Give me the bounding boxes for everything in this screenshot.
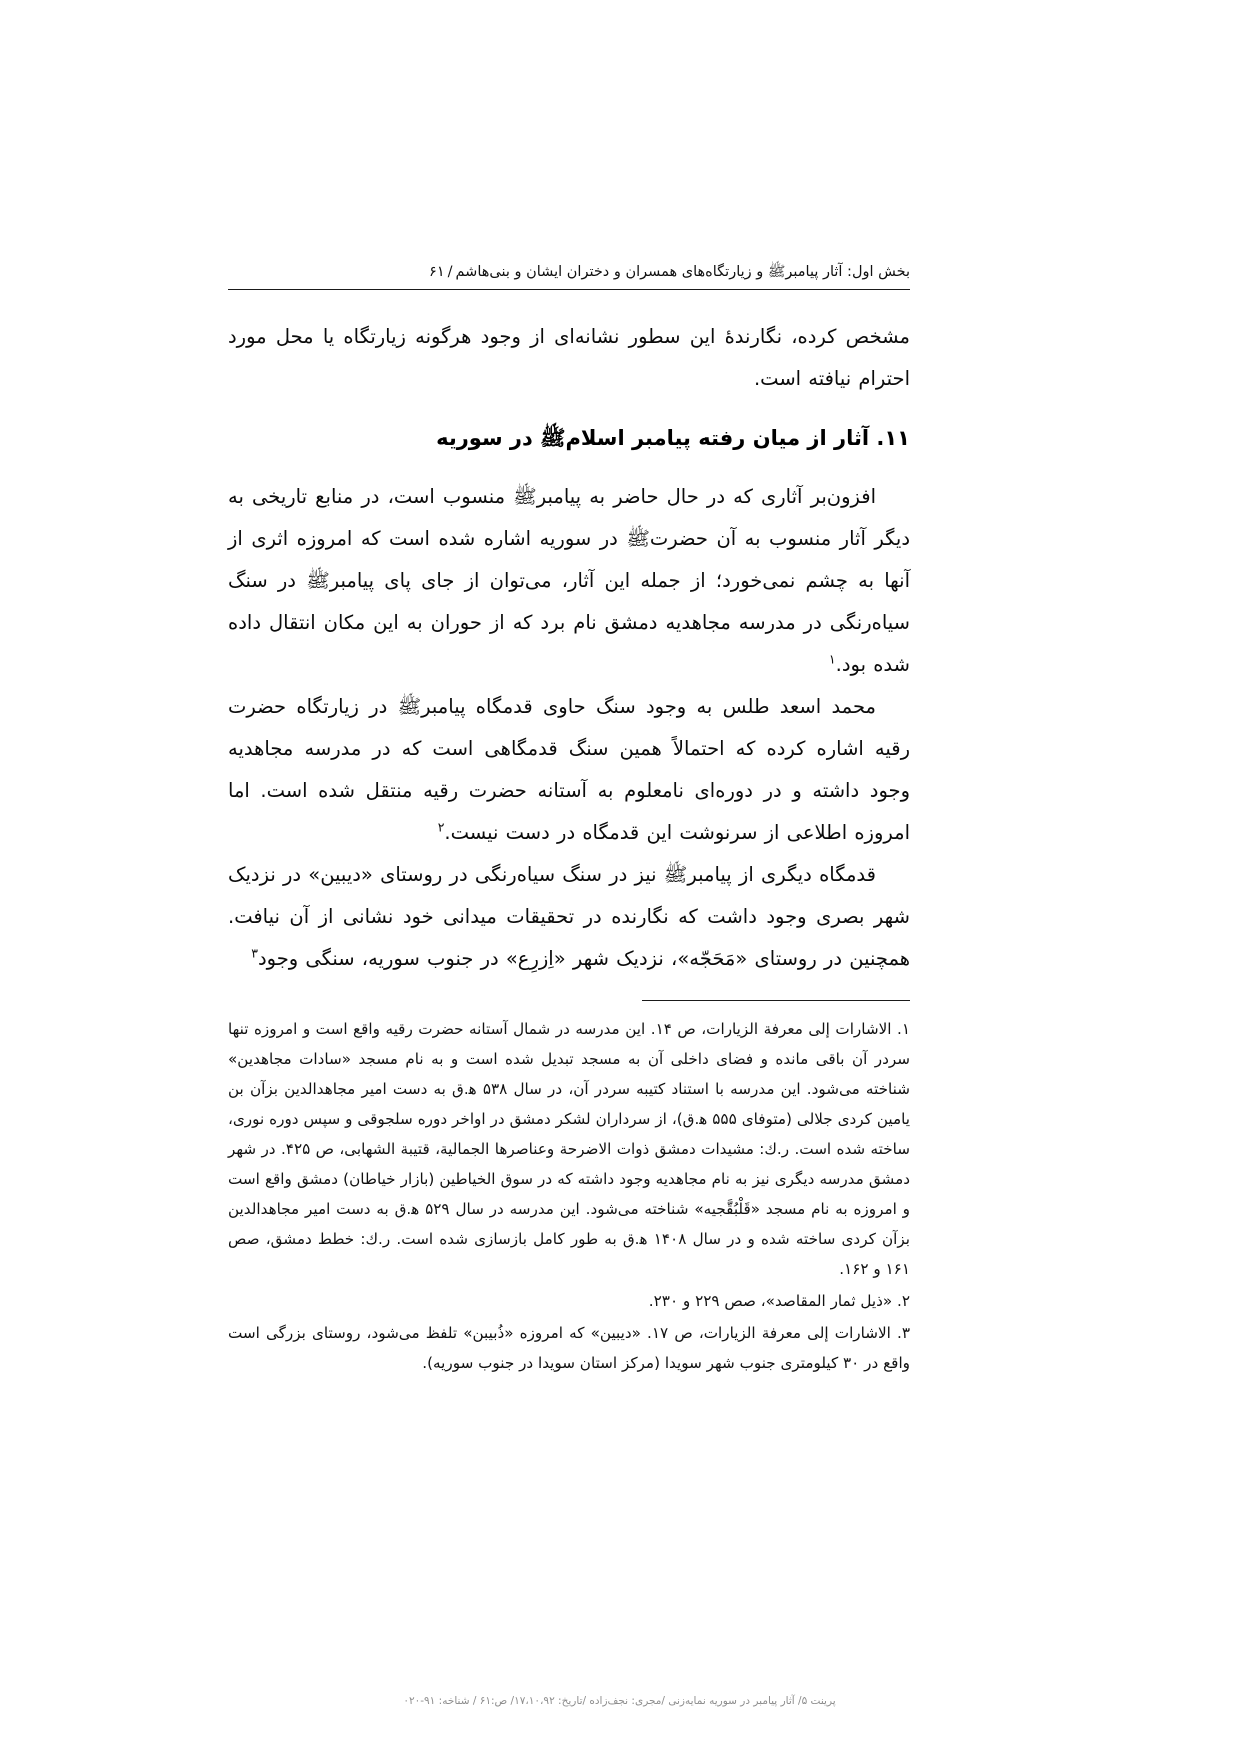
footnote-3-number: ۳. — [897, 1323, 911, 1342]
footnotes-block — [228, 1014, 910, 1378]
footnote-3 — [228, 1318, 910, 1378]
body-paragraph-3 — [228, 854, 910, 980]
spacer — [228, 290, 910, 316]
footnote-2-text: «ذیل ثمار المقاصد»، صص ۲۲۹ و ۲۳۰. — [648, 1291, 893, 1310]
footnote-separator-rule — [642, 1000, 910, 1001]
header-separator: / — [447, 264, 453, 280]
section-heading: ۱۱. آثار از میان رفته پیامبر اسلامﷺ در سوریه — [436, 425, 910, 450]
footnote-marker-3[interactable]: ۳ — [251, 945, 258, 961]
body-paragraph-2 — [228, 686, 910, 854]
footnote-2-number: ۲. — [897, 1291, 910, 1310]
footnote-2 — [228, 1286, 910, 1316]
print-slug: پرینت ۵/ آثار پیامبر در سوریه نمایه‌زنی /مجری: نجف‌زاده /تاریخ: ۱۷،۱۰،۹۲/ ص:۶۱ / شناخه: ۹۱-۰۲۰ — [403, 1695, 836, 1707]
paragraph-continued: مشخص کرده، نگارندۀ این سطور نشانه‌ای از وجود هرگونه زیارتگاه یا محل مورد احترام نیافته است. — [228, 324, 910, 390]
footnote-1-text: الاشارات إلی معرفة الزیارات، ص ۱۴. این مدرسه در شمال آستانه حضرت رقیه واقع است و امروزه تنها سردر آن باقی مانده و فضای داخلی آن به مسجد تبدیل شده است و به نام مسجد «سادات مجاهدین» شناخته می‌شود. این مدرسه با استناد کتیبه سردر آن، در سال ۵۳۸ ه‍.ق به دست امیر مجاهدالدین بزآن بن یامین کردی جلالی (متوفای ۵۵۵ ه‍.ق)، از سرداران لشکر دمشق در اواخر دوره سلجوقی و سپس دوره نوری، ساخته شده است. ر.ك: مشیدات دمشق ذوات الاضرحة وعناصرها الجمالیة، قتیبة الشهابی، ص ۴۲۵. در شهر دمشق مدرسه دیگری نیز به نام مجاهدیه وجود داشته که در سوق الخیاطین (بازار خیاطان) دمشق واقع است و امروزه به نام مسجد «قَلْبُقَّجیه» شناخته می‌شود. این مدرسه در سال ۵۲۹ ه‍.ق به دست امیر مجاهدالدین بزآن کردی ساخته شده و در سال ۱۴۰۸ ه‍.ق به طور کامل بازسازی شده است. ر.ك: خطط دمشق، صص ۱۶۱ و ۱۶۲. — [228, 1019, 911, 1278]
paragraph-text: افزون‌بر آثاری که در حال حاضر به پیامبرﷺ منسوب است، در منابع تاریخی به دیگر آثار منسوب به آن حضرتﷺ در سوریه اشاره شده است که امروزه اثری از آنها به چشم نمی‌خورد؛ از جمله این آثار، می‌توان از جای پای پیامبرﷺ در سنگ سیاه‌رنگی در مدرسه مجاهدیه دمشق نام برد که از حوران به این مکان انتقال داده شده بود. — [228, 484, 910, 676]
footnote-marker-1[interactable]: ۱ — [828, 651, 836, 667]
body-paragraph-1 — [228, 476, 910, 686]
paragraph-text: محمد اسعد طلس به وجود سنگ حاوی قدمگاه پیامبرﷺ در زیارتگاه حضرت رقیه اشاره کرده که احتمالاً همین سنگ قدمگاهی است که در مدرسه مجاهدیه وجود داشته و در دوره‌ای نامعلوم به آستانه حضرت رقیه منتقل شده است. اما امروزه اطلاعی از سرنوشت این قدمگاه در دست نیست. — [228, 694, 910, 844]
footnote-1-number: ۱. — [897, 1019, 911, 1038]
spacer — [228, 458, 910, 476]
page-content — [228, 262, 910, 1380]
footnote-marker-2[interactable]: ۲ — [437, 819, 445, 835]
header-page-number: ۶۱ — [429, 264, 445, 280]
running-header — [228, 262, 910, 290]
paragraph-text: قدمگاه دیگری از پیامبرﷺ نیز در سنگ سیاه‌رنگی در روستای «دیبین» در نزدیک شهر بصری وجود داشت که نگارنده در تحقیقات میدانی خود نشانی از آن نیافت. همچنین در روستای «مَحَجّه»، نزدیک شهر «اِزرِع» در جنوب سوریه، سنگی وجود — [228, 862, 910, 970]
footnote-1 — [228, 1014, 910, 1284]
header-section-title: بخش اول: آثار پیامبرﷺ و زیارتگاه‌های همسران و دختران ایشان و بنی‌هاشم — [455, 264, 910, 280]
footnote-3-text: الاشارات إلی معرفة الزیارات، ص ۱۷. «دیبین» که امروزه «ذُبیبن» تلفظ می‌شود، روستای بزرگی است واقع در ۳۰ کیلومتری جنوب شهر سویدا (مرکز استان سویدا در جنوب سوریه). — [228, 1323, 910, 1372]
spacer — [228, 400, 910, 418]
